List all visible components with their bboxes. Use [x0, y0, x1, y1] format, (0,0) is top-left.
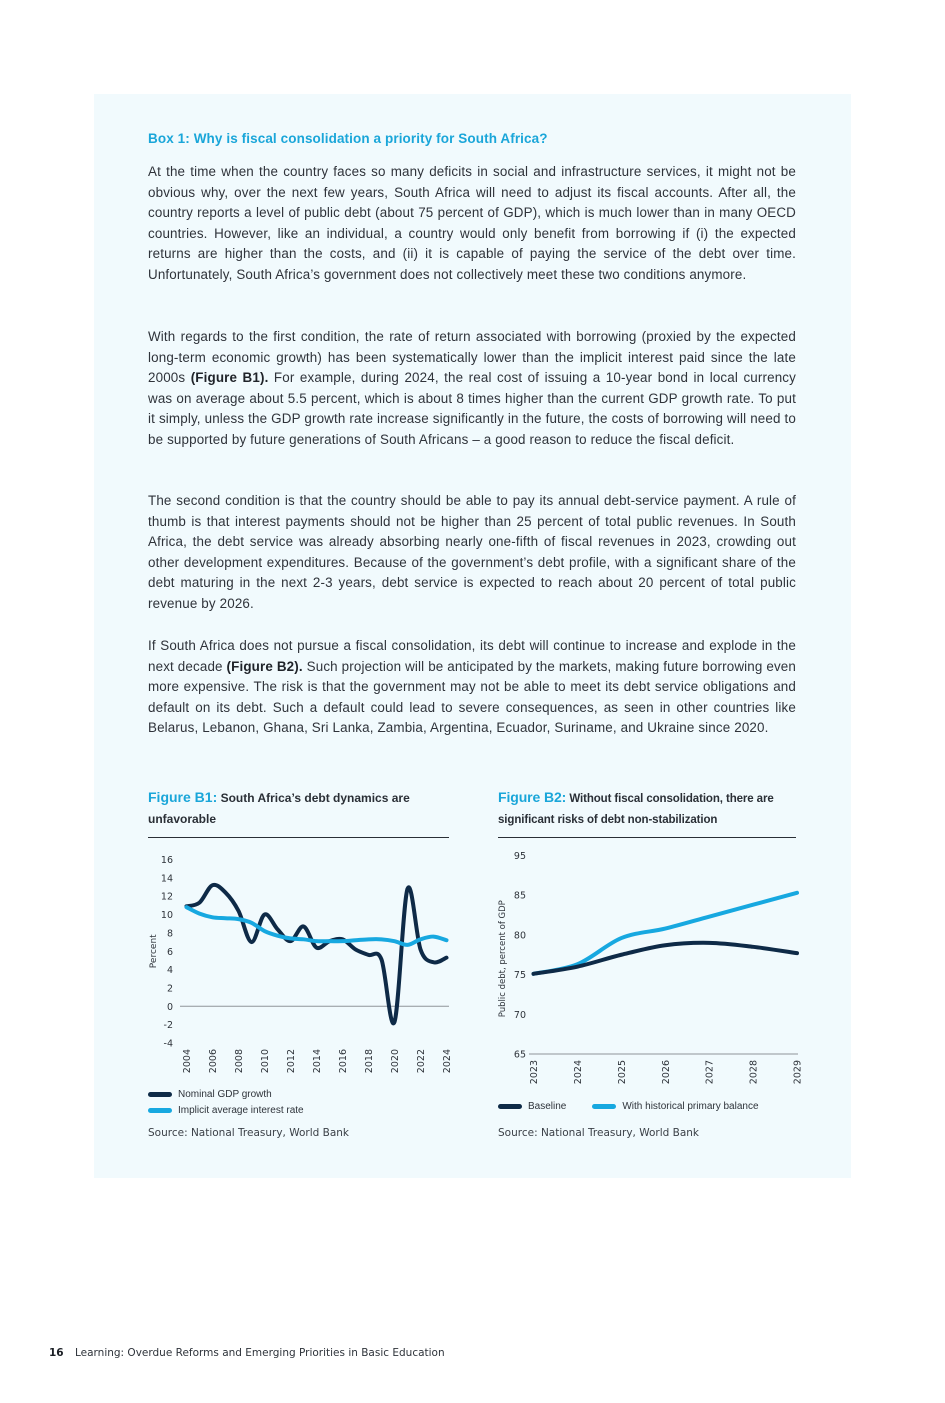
figure-b2-legend: [498, 1098, 759, 1114]
legend-item-interest-rate: [148, 1102, 304, 1118]
x-tick-label: 2022: [416, 1049, 427, 1074]
legend-label: Baseline: [528, 1100, 567, 1112]
y-tick-label: -4: [163, 1038, 173, 1050]
series-line-implicit-interest-rate: [187, 907, 447, 945]
figure-b1-title: [148, 787, 448, 830]
figure-reference-b1: (Figure B1).: [190, 370, 269, 386]
y-tick-label: 16: [160, 855, 173, 866]
paragraph-text: The second condition is that the country should be able to pay its annual debt-service payment. A rule of thumb is that interest payments should not be higher than 25 percent of total public revenues. In South Africa, the debt service was already absorbing nearly one-fifth of fiscal revenues in 2023, crowding out other development expenditures. Because of the government’s debt profile, with a significant share of the debt maturing in the next 2-3 years, debt service is expected to reach about 20 percent of total public revenue by 2026.: [148, 493, 796, 611]
y-tick-label: 95: [513, 851, 526, 862]
figure-b1-rule: [148, 837, 449, 838]
box-title: Box 1: Why is fiscal consolidation a priority for South Africa?: [148, 131, 548, 146]
x-tick-label: 2023: [529, 1060, 540, 1085]
legend-item-baseline: [498, 1098, 566, 1114]
page-number: 16: [49, 1347, 64, 1359]
figure-b1-label: Figure B1:: [148, 789, 218, 805]
legend-label: Implicit average interest rate: [178, 1104, 304, 1116]
x-tick-label: 2025: [616, 1060, 628, 1085]
legend-label: Nominal GDP growth: [178, 1088, 272, 1100]
figure-b2-title: [498, 787, 798, 831]
paragraph-4: [148, 636, 796, 739]
y-tick-label: 2: [166, 983, 173, 995]
y-tick-label: -2: [163, 1020, 173, 1032]
series-line-nominal-gdp-growth: [187, 885, 447, 1024]
y-axis-label: Public debt, percent of GDP: [498, 900, 508, 1018]
figure-b1-source: Source: National Treasury, World Bank: [148, 1127, 350, 1139]
figure-b1-legend: [148, 1086, 304, 1118]
legend-swatch-light: [592, 1104, 616, 1109]
legend-swatch-dark: [148, 1092, 172, 1097]
paragraph-text: Such projection will be anticipated by the markets, making future borrowing even more expensive. The risk is that the government may not be able to meet its debt service obligations and default on its debt. Such a default could lead to severe consequences, as seen in other countries like Belarus, Lebanon, Ghana, Sri Lanka, Zambia, Argentina, Ecuador, Suriname, and Ukraine since 2020.: [148, 658, 796, 736]
x-tick-label: 2028: [748, 1060, 760, 1085]
legend-label: With historical primary balance: [622, 1100, 759, 1112]
y-tick-label: 0: [166, 1001, 173, 1013]
x-tick-label: 2008: [234, 1049, 245, 1074]
figure-b1-caption: South Africa’s debt dynamics are unfavorable: [148, 791, 410, 826]
y-tick-label: 14: [160, 873, 173, 885]
x-tick-label: 2024: [572, 1060, 584, 1085]
y-tick-label: 10: [160, 910, 173, 922]
paragraph-1: [148, 162, 796, 286]
legend-item-nominal-gdp: [148, 1086, 304, 1102]
figure-b2-label: Figure B2:: [498, 789, 567, 805]
x-tick-label: 2006: [208, 1049, 219, 1074]
x-tick-label: 2012: [286, 1049, 297, 1074]
y-tick-label: 6: [166, 946, 173, 958]
paragraph-3: [148, 491, 796, 615]
paragraph-text: For example, during 2024, the real cost of issuing a 10-year bond in local currency was on average about 5.5 percent, which is about 8 times higher than the current GDP growth rate. To put it simply, unless the GDP growth rate increase significantly in the future, the costs of borrowing will need to be supported by future generations of South Africans – a good reason to reduce the fiscal deficit.: [148, 370, 796, 447]
paragraph-text: With regards to the first condition, the rate of return associated with borrowing (proxied by the expected long-term economic growth) has been systematically lower than the implicit interest paid since the late 2000s: [148, 329, 796, 386]
figure-b2-rule: [498, 837, 796, 838]
y-tick-label: 85: [513, 890, 526, 902]
x-tick-label: 2024: [442, 1049, 453, 1074]
paragraph-text: If South Africa does not pursue a fiscal consolidation, its debt will continue to increase and explode in the next decade: [148, 638, 796, 674]
x-tick-label: 2016: [338, 1049, 349, 1074]
legend-item-historical: [592, 1098, 758, 1114]
y-tick-label: 4: [166, 965, 173, 977]
y-tick-label: 8: [166, 928, 173, 940]
x-tick-label: 2014: [312, 1049, 323, 1074]
y-tick-label: 70: [513, 1009, 526, 1021]
y-tick-label: 12: [160, 891, 173, 903]
series-line-historical-primary-balance: [534, 893, 798, 974]
running-title: Learning: Overdue Reforms and Emerging Priorities in Basic Education: [74, 1347, 445, 1359]
x-tick-label: 2027: [704, 1060, 716, 1085]
figure-b2-chart: [490, 840, 810, 1090]
series-line-baseline: [534, 943, 798, 974]
paragraph-text: At the time when the country faces so many deficits in social and infrastructure services, it might not be obvious why, over the next few years, South Africa will need to adjust its fiscal accounts. After all, the country reports a level of public debt (about 75 percent of GDP), which is much lower than in many OECD countries. However, like an individual, a country would only benefit from borrowing if (i) the expected returns are higher than the costs, and (ii) it is capable of paying the service of the debt over time. Unfortunately, South Africa’s government does not collectively meet these two conditions anymore.: [148, 164, 796, 282]
legend-swatch-light: [148, 1108, 172, 1113]
figure-b2-caption: Without fiscal consolidation, there are significant risks of debt non-stabilization: [498, 793, 774, 826]
x-tick-label: 2029: [792, 1060, 804, 1085]
y-tick-label: 65: [513, 1049, 526, 1061]
y-tick-label: 80: [513, 930, 526, 942]
x-tick-label: 2004: [182, 1049, 193, 1074]
x-tick-label: 2026: [660, 1060, 672, 1085]
paragraph-2: [148, 327, 796, 451]
y-tick-label: 75: [513, 970, 526, 982]
figure-b2-source: Source: National Treasury, World Bank: [498, 1127, 700, 1139]
figure-b1-chart: [140, 845, 460, 1080]
page-footer: [49, 1347, 445, 1359]
x-tick-label: 2010: [260, 1049, 271, 1074]
x-tick-label: 2018: [364, 1049, 375, 1074]
figure-reference-b2: (Figure B2).: [226, 658, 303, 674]
legend-swatch-dark: [498, 1104, 522, 1109]
x-tick-label: 2020: [390, 1049, 401, 1074]
y-axis-label: Percent: [149, 934, 159, 969]
